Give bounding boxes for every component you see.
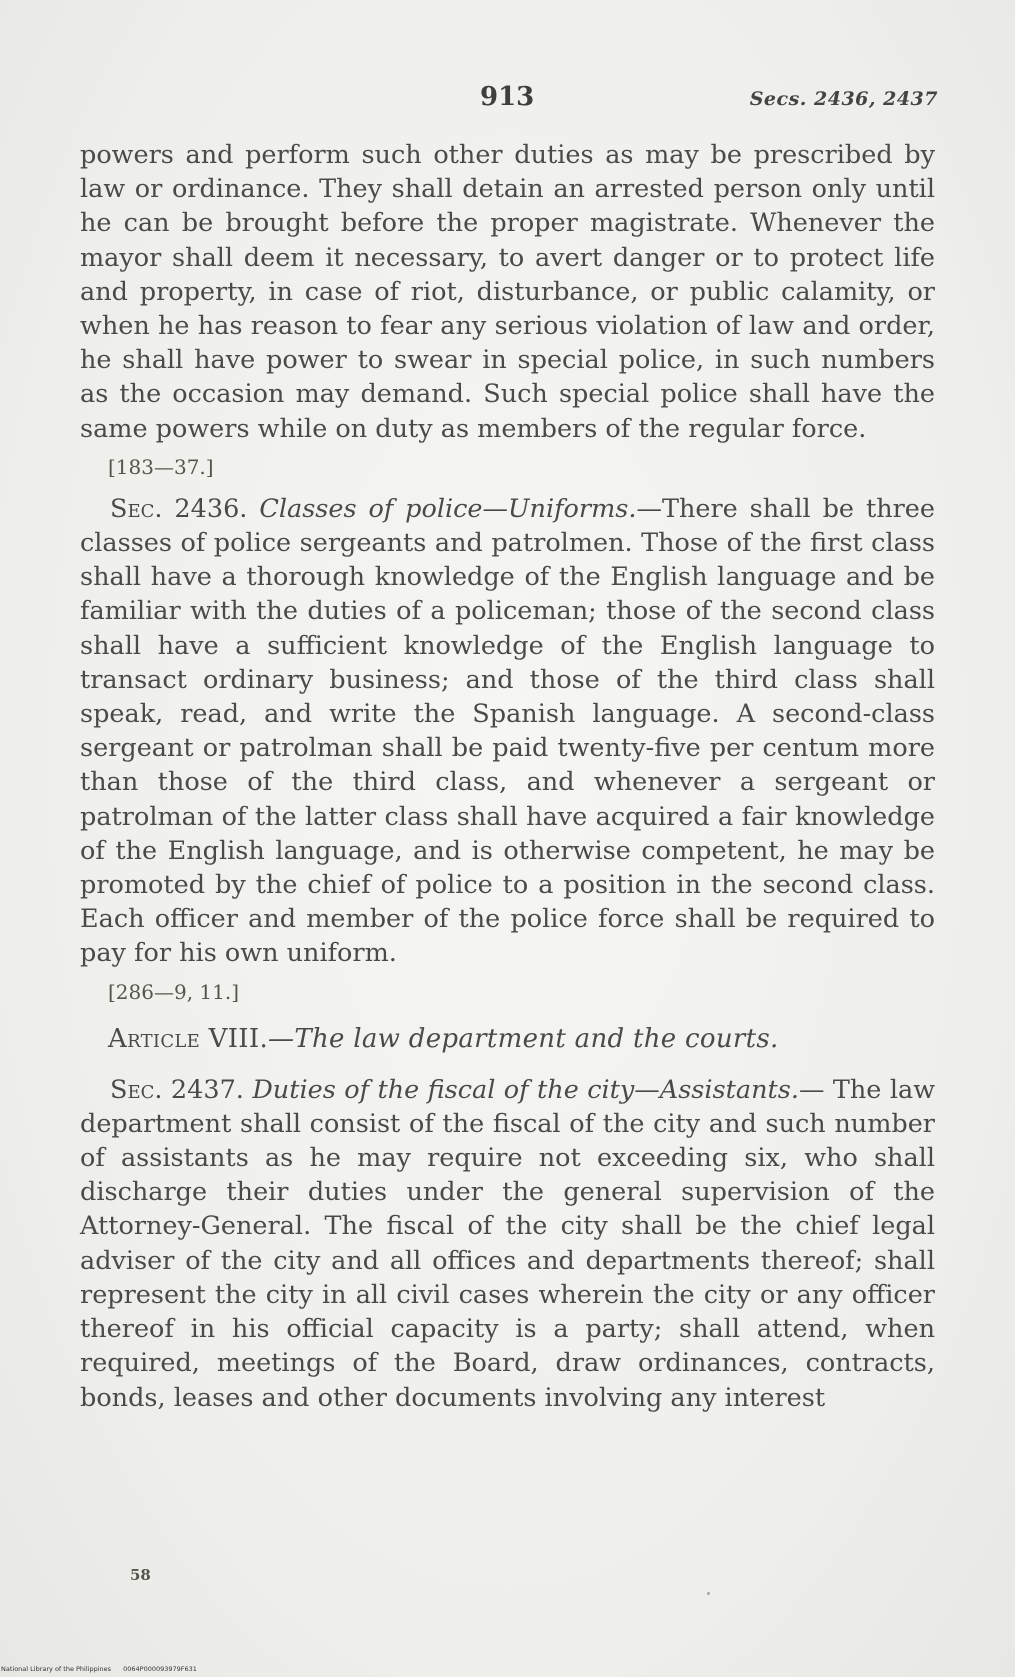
page-number: 913: [480, 82, 535, 112]
paragraph-continuation: powers and perform such other duties as may be prescribed by law or ordinance. They shall detain an arrested person only until he can be brought before the proper magistrate. Whenever the mayor shall deem it necessary, to avert danger or to protect life and property, in case of riot, disturbance, or public calamity, or when he has reason to fear any serious violation of law and order, he shall have power to swear in special police, in such numbers as the occasion may demand. Such special police shall have the same powers while on duty as members of the regular force.: [80, 140, 935, 444]
page-body: [80, 138, 935, 1415]
section-label: Sec. 2436.: [110, 493, 248, 524]
section-2436: [80, 492, 935, 971]
scan-speck: [707, 1592, 710, 1595]
article-heading: [108, 1021, 935, 1057]
article-title: —The law department and the courts.: [268, 1023, 779, 1054]
section-title: Duties of the fiscal of the city—Assistants.: [252, 1074, 799, 1105]
section-text: —There shall be three classes of police sergeants and patrolmen. Those of the first class shall have a thorough knowledge of the English language and be familiar with the duties of a policeman; those of the second class shall have a sufficient knowledge of the English language to transact ordinary business; and those of the third class shall speak, read, and write the Spanish language. A second-class sergeant or patrolman shall be paid twenty-five per centum more than those of the third class, and whenever a sergeant or patrolman of the latter class shall have acquired a fair knowledge of the English language, and is otherwise competent, he may be promoted by the chief of police to a position in the second class. Each officer and member of the police force shall be required to pay for his own uniform.: [80, 493, 935, 969]
section-title: Classes of police—Uniforms.: [259, 493, 637, 524]
article-label: Article VIII.: [108, 1023, 269, 1054]
section-2437: [80, 1073, 935, 1415]
source-note: [286—9, 11.]: [108, 979, 240, 1004]
scan-footer: [1, 1665, 207, 1673]
signature-mark: 58: [130, 1566, 151, 1584]
source-note: [183—37.]: [108, 454, 214, 479]
running-head: Secs. 2436, 2437: [749, 88, 938, 110]
section-text: — The law department shall consist of the fiscal of the city and such number of assistants as he may require not exceeding six, who shall discharge their duties under the general supervision of the Attorney-General. The fiscal of the city shall be the chief legal adviser of the city and all offices and departments thereof; shall represent the city in all civil cases wherein the city or any officer thereof in his official capacity is a party; shall attend, when required, meetings of the Board, draw ordinances, contracts, bonds, leases and other documents involving any interest: [80, 1074, 936, 1413]
page-header: [80, 82, 938, 122]
section-label: Sec. 2437.: [110, 1074, 244, 1105]
library-credit: National Library of the Philippines: [1, 1665, 112, 1673]
scan-id: 0064P000093979F631: [123, 1665, 197, 1673]
